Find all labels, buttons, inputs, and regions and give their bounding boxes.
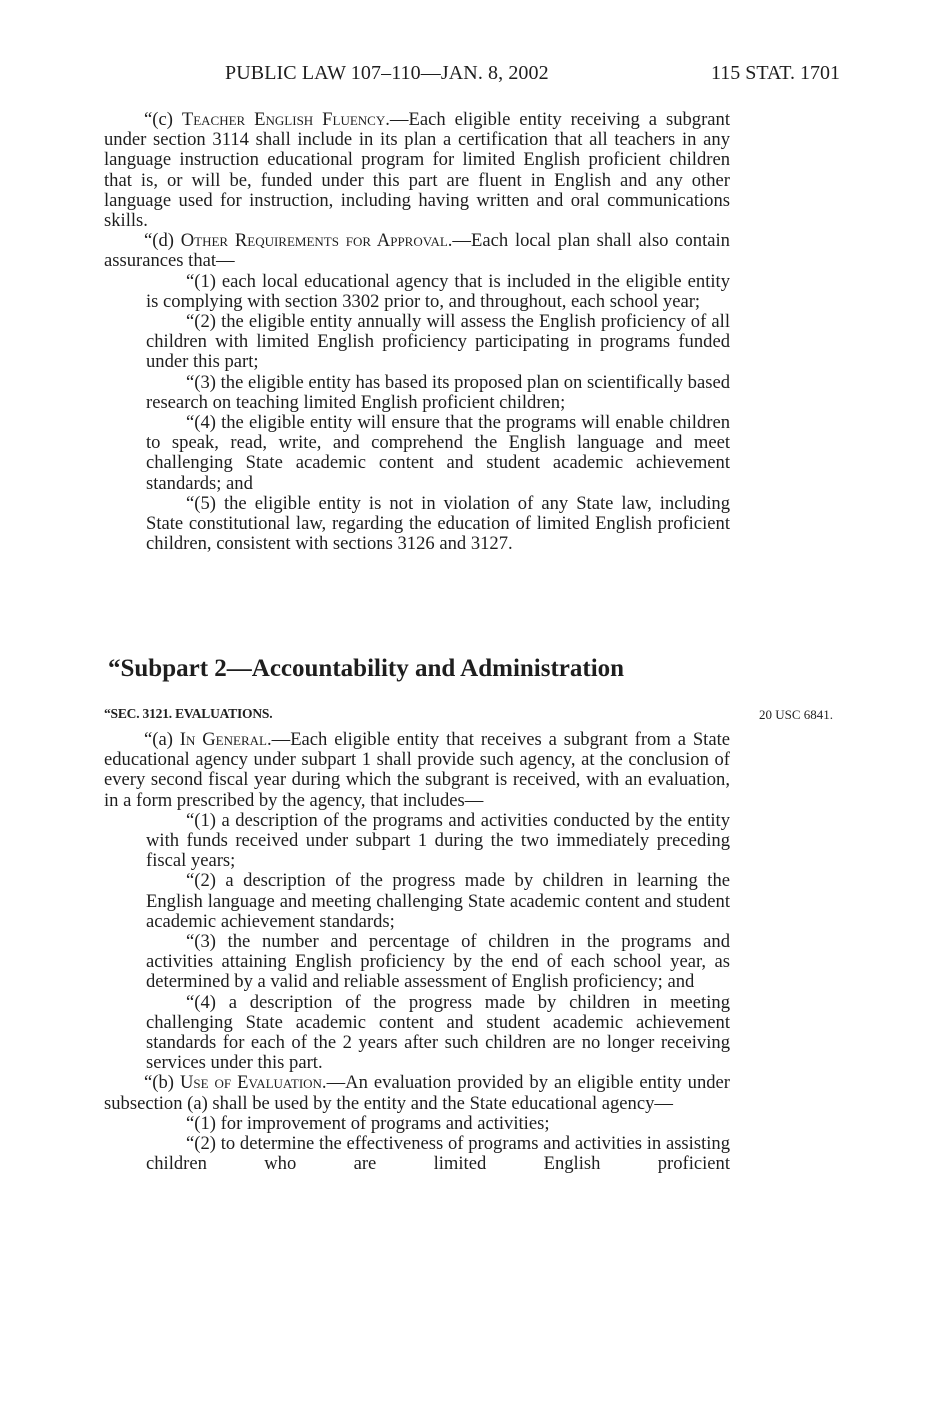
subsection-d: “(d) Other Requirements for Approval.—Each local plan shall also contain assurances that— bbox=[104, 230, 730, 272]
subsection-heading: Use of Evaluation. bbox=[179, 1072, 327, 1094]
paragraph-item: “(4) the eligible entity will ensure that the programs will enable children to speak, read, write, and comprehend the English language and meet challenging State academic content and student academic achievement standards; and bbox=[146, 412, 730, 494]
paragraph-item: “(2) the eligible entity annually will assess the English proficiency of all children with limited English proficiency participating in programs funded under this part; bbox=[146, 311, 730, 373]
page-header bbox=[0, 60, 943, 90]
paragraph-item: “(2) a description of the progress made by children in learning the English language and meeting challenging State academic content and student academic achievement standards; bbox=[146, 870, 730, 932]
paragraph-item: “(5) the eligible entity is not in violation of any State law, including State constitutional law, regarding the education of limited English proficient children, consistent with sections 3126 and 3127. bbox=[146, 492, 730, 555]
stat-page-number: 115 STAT. 1701 bbox=[711, 62, 840, 84]
subpart-title: “Subpart 2—Accountability and Administration bbox=[108, 655, 625, 682]
usc-margin-note: 20 USC 6841. bbox=[759, 707, 834, 722]
subsection-heading: Teacher English Fluency. bbox=[181, 109, 390, 130]
section-c-d-body bbox=[104, 110, 730, 554]
paragraph-item: “(2) to determine the effectiveness of programs and activities in assisting children who are limited English proficient bbox=[146, 1133, 730, 1175]
subsection-heading: Other Requirements for Approval. bbox=[180, 230, 453, 252]
subsection-b: “(b) Use of Evaluation.—An evaluation provided by an eligible entity under subsection (a) shall be used by the entity and the State educational agency— bbox=[104, 1072, 730, 1114]
subsection-heading: In General. bbox=[179, 729, 272, 750]
paragraph-item: “(1) each local educational agency that is included in the eligible entity is complying with section 3302 prior to, and throughout, each school year; bbox=[146, 270, 730, 312]
paragraph-item: “(3) the eligible entity has based its proposed plan on scientifically based research on teaching limited English proficient children; bbox=[146, 371, 730, 413]
law-citation: PUBLIC LAW 107–110—JAN. 8, 2002 bbox=[225, 62, 549, 84]
paragraph-item: “(1) for improvement of programs and activities; bbox=[186, 1112, 550, 1134]
paragraph-item: “(3) the number and percentage of children in the programs and activities attaining English proficiency by the end of each school year, as determined by a valid and reliable assessment of English proficiency; and bbox=[146, 931, 730, 993]
paragraph-item: “(1) a description of the programs and activities conducted by the entity with funds received under subpart 1 during the two immediately preceding fiscal years; bbox=[146, 809, 730, 872]
subsection-a: “(a) In General.—Each eligible entity that receives a subgrant from a State educational agency under subpart 1 shall provide such agency, at the conclusion of every second fiscal year during which the subgrant is received, with an evaluation, in a form prescribed by the agency, that includes— bbox=[104, 729, 731, 811]
subsection-c: “(c) Teacher English Fluency.—Each eligible entity receiving a subgrant under section 3114 shall include in its plan a certification that all teachers in any language instruction educational program for limited English proficient children that is, or will be, funded under this part are fluent in English and any other language used for instruction, including having written and oral communications skills. bbox=[104, 109, 730, 232]
section-title: “SEC. 3121. EVALUATIONS. bbox=[104, 706, 273, 721]
section-3121-body bbox=[104, 730, 730, 1174]
paragraph-item: “(4) a description of the progress made by children in meeting challenging State academic content and student academic achievement standards for each of the 2 years after such children are no longer receiving services under this part. bbox=[146, 991, 730, 1074]
